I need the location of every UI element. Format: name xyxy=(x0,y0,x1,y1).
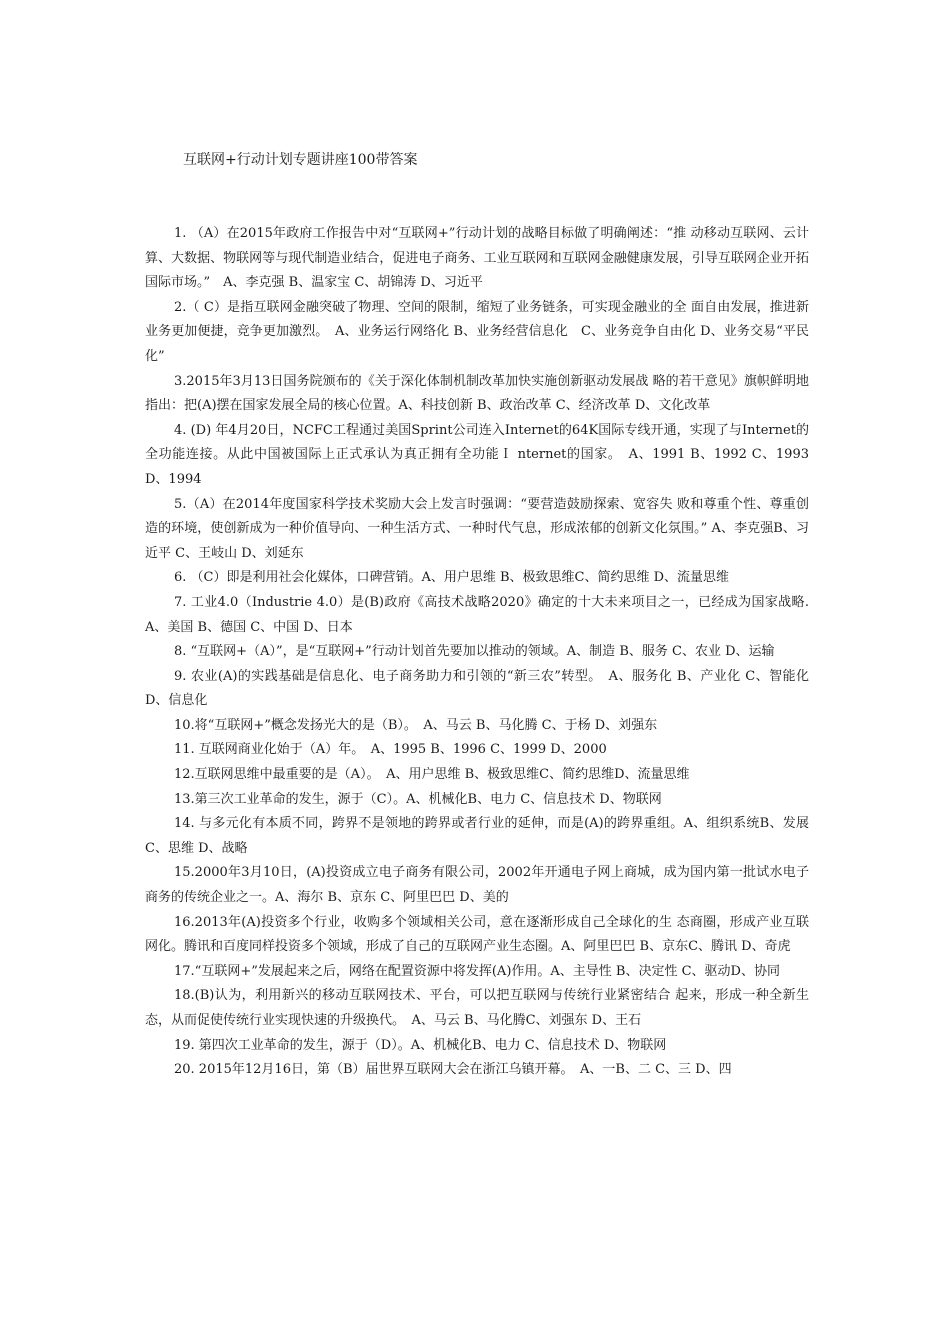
question-item: 20. 2015年12月16日，第（B）届世界互联网大会在浙江乌镇开幕。 A、一B、二 C、三 D、四 xyxy=(174,1062,732,1078)
question-item: 10.将“互联网+”概念发扬光大的是（B）。 A、马云 B、马化腾 C、于杨 D、刘强东 xyxy=(174,717,658,733)
question-item: 9. 农业(A)的实践基础是信息化、电子商务助力和引领的“新三农”转型。 A、服务化 B、产业化 C、智能化D、信息化 xyxy=(145,668,809,709)
question-item: 18.(B)认为，利用新兴的移动互联网技术、平台，可以把互联网与传统行业紧密结合 起来，形成一种全新生态，从而促使传统行业实现快速的升级换代。 A、马云 B、马化腾C、刘强东 D、王石 xyxy=(145,988,809,1028)
question-item: 17.“互联网+”发展起来之后，网络在配置资源中将发挥(A)作用。A、主导性 B、决定性 C、驱动D、协同 xyxy=(174,963,780,979)
question-list xyxy=(145,222,823,1083)
question-item: 15.2000年3月10日，(A)投资成立电子商务有限公司，2002年开通电子网上商城，成为国内第一批试水电子商务的传统企业之一。A、海尔 B、京东 C、阿里巴巴 D、美的 xyxy=(145,865,809,906)
question-item: 11. 互联网商业化始于（A）年。 A、1995 B、1996 C、1999 D、2000 xyxy=(174,742,607,758)
question-item: 16.2013年(A)投资多个行业，收购多个领域相关公司，意在逐渐形成自己全球化的生 态商圈，形成产业互联网化。腾讯和百度同样投资多个领域，形成了自己的互联网产业生态圈。A、阿里巴巴 B、京东C、腾讯 D、奇虎 xyxy=(145,914,809,955)
question-item: 8. “互联网+（A）”，是“互联网+”行动计划首先要加以推动的领域。A、制造 B、服务 C、农业 D、运输 xyxy=(174,644,775,660)
question-item: 14. 与多元化有本质不同，跨界不是领地的跨界或者行业的延伸，而是(A)的跨界重组。A、组织系统B、发展C、思维 D、战略 xyxy=(145,816,809,856)
question-item: 12.互联网思维中最重要的是（A）。 A、用户思维 B、极致思维C、简约思维D、流量思维 xyxy=(174,767,690,783)
document-title: 互联网+行动计划专题讲座100带答案 xyxy=(183,152,418,168)
question-item: 13.第三次工业革命的发生，源于（C）。A、机械化B、电力 C、信息技术 D、物联网 xyxy=(174,791,662,807)
question-item: 6. （C）即是利用社会化媒体，口碑营销。A、用户思维 B、极致思维C、简约思维 D、流量思维 xyxy=(174,570,730,586)
question-item: 3.2015年3月13日国务院颁布的《关于深化体制机制改革加快实施创新驱动发展战 略的若干意见》旗帜鲜明地指出：把(A)摆在国家发展全局的核心位置。A、科技创新 B、政治改革 C、经济改革 D、文化改革 xyxy=(145,373,809,414)
question-item: 4. (D) 年4月20日，NCFC工程通过美国Sprint公司连入Internet的64K国际专线开通，实现了与Internet的全功能连接。从此中国被国际上正式承认为真正拥有全功能Ｉ nternet的国家。 A、1991 B、1992 C、1993 D、1994 xyxy=(145,422,809,487)
question-item: 1. （A）在2015年政府工作报告中对“互联网+”行动计划的战略目标做了明确阐述：“推 动移动互联网、云计算、大数据、物联网等与现代制造业结合，促进电子商务、工业互联网和互联网金融健康发展，引导互联网企业开拓国际市场。” A、李克强 B、温家宝 C、胡锦涛 D、习近平 xyxy=(145,226,809,291)
question-item: 5.（A）在2014年度国家科学技术奖励大会上发言时强调：“要营造鼓励探索、宽容失 败和尊重个性、尊重创造的环境，使创新成为一种价值导向、一种生活方式、一种时代气息，形成浓郁的创新文化氛围。” A、李克强B、习近平 C、王岐山 D、刘延东 xyxy=(145,496,809,561)
question-item: 19. 第四次工业革命的发生，源于（D）。A、机械化B、电力 C、信息技术 D、物联网 xyxy=(174,1037,667,1053)
question-item: 7. 工业4.0（Industrie 4.0）是(B)政府《高技术战略2020》确定的十大未来项目之一，已经成为国家战略. A、美国 B、德国 C、中国 D、日本 xyxy=(145,594,823,635)
question-item: 2.（ C）是指互联网金融突破了物理、空间的限制，缩短了业务链条，可实现金融业的全 面自由发展，推进新业务更加便捷，竞争更加激烈。 A、业务运行网络化 B、业务经营信息化 C、业务竞争自由化 D、业务交易“平民化” xyxy=(145,299,809,364)
